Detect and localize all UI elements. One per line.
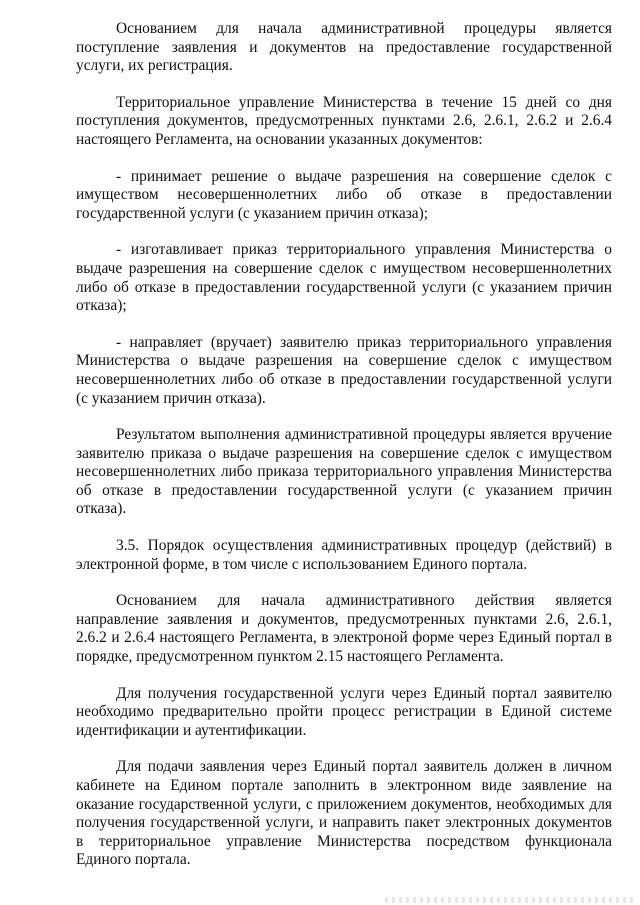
paragraph-application-submission: Для подачи заявления через Единый портал заявитель должен в личном кабинете на Едином портале заполнить в электронном виде заявление на оказание государственной услуги, с приложением документов, необходимых для получения государственной услуги, и направить пакет электронных документов в территориальное управление Министерства посредством функционала Единого портала.	[76, 758, 612, 869]
section-heading-3-5: 3.5. Порядок осуществления административных процедур (действий) в электронной форме, в том числе с использованием Единого портала.	[76, 537, 612, 573]
paragraph-portal-registration: Для получения государственной услуги через Единый портал заявителю необходимо предварительно пройти процесс регистрации в Единой системе идентификации и аутентификации.	[76, 684, 612, 739]
paragraph-electronic-basis: Основанием для начала административного действия является направление заявления и документов, предусмотренных пунктами 2.6, 2.6.1, 2.6.2 и 2.6.4 настоящего Регламента, в электроной форме через Единый портал в порядке, предусмотренном пунктом 2.15 настоящего Регламента.	[76, 592, 612, 666]
paragraph-decision-item: - принимает решение о выдаче разрешения на совершение сделок с имуществом несовершеннолетних либо об отказе в предоставлении государственной услуги (с указанием причин отказа);	[76, 167, 612, 222]
paragraph-order-preparation-item: - изготавливает приказ территориального управления Министерства о выдаче разрешения на совершение сделок с имуществом несовершеннолетних либо об отказе в предоставлении государственной услуги (с указанием причин отказа);	[76, 241, 612, 315]
scan-edge-artifact	[385, 897, 635, 903]
paragraph-procedure-basis: Основанием для начала административной процедуры является поступление заявления и документов на предоставление государственной услуги, их регистрация.	[76, 20, 612, 75]
document-page	[76, 20, 612, 888]
paragraph-order-delivery-item: - направляет (вручает) заявителю приказ территориального управления Министерства о выдаче разрешения на совершение сделок с имуществом несовершеннолетних либо об отказе в предоставлении государственной услуги (с указанием причин отказа).	[76, 333, 612, 407]
paragraph-procedure-result: Результатом выполнения административной процедуры является вручение заявителю приказа о выдаче разрешения на совершение сделок с имуществом несовершеннолетних либо приказа территориального управления Министерства об отказе в предоставлении государственной услуги (с указанием причин отказа).	[76, 426, 612, 518]
paragraph-territorial-department: Территориальное управление Министерства в течение 15 дней со дня поступления документов, предусмотренных пунктами 2.6, 2.6.1, 2.6.2 и 2.6.4 настоящего Регламента, на основании указанных документов:	[76, 93, 612, 148]
